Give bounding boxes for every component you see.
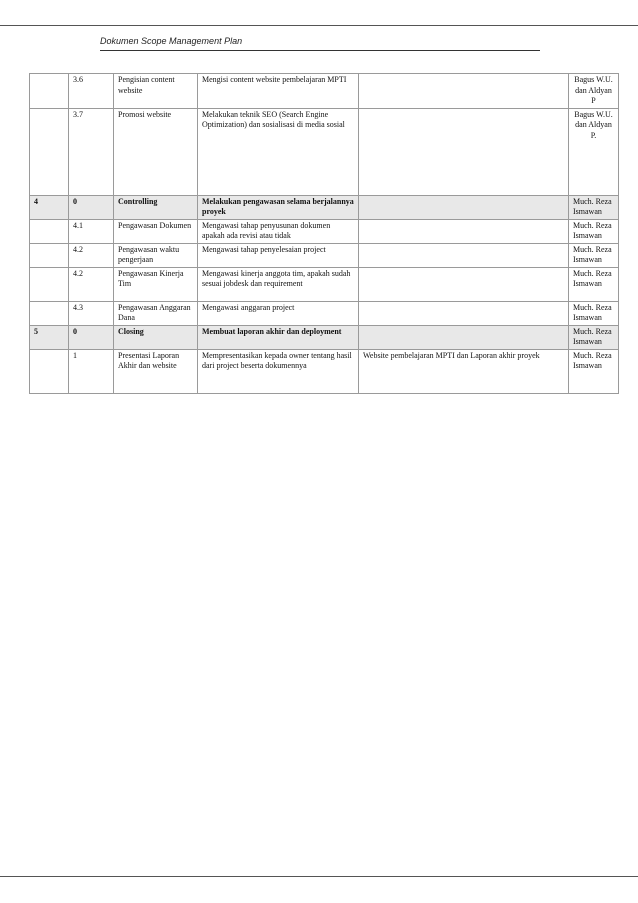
table-row bbox=[30, 108, 619, 195]
cell-pic: Much. Reza Ismawan bbox=[569, 301, 619, 325]
cell-desc: Mengisi content website pembelajaran MPTI bbox=[198, 74, 359, 109]
cell-name: Presentasi Laporan Akhir dan website bbox=[114, 349, 198, 393]
cell-deliverable: Website pembelajaran MPTI dan Laporan akhir proyek bbox=[359, 349, 569, 393]
table-row bbox=[30, 267, 619, 301]
cell-deliverable bbox=[359, 74, 569, 109]
cell-name: Closing bbox=[114, 325, 198, 349]
table-row-phase bbox=[30, 325, 619, 349]
table-row bbox=[30, 301, 619, 325]
cell-desc: Mengawasi tahap penyusunan dokumen apakah ada revisi atau tidak bbox=[198, 219, 359, 243]
cell-deliverable bbox=[359, 325, 569, 349]
cell-no bbox=[30, 267, 69, 301]
cell-deliverable bbox=[359, 267, 569, 301]
cell-no bbox=[30, 219, 69, 243]
cell-desc: Mengawasi anggaran project bbox=[198, 301, 359, 325]
cell-deliverable bbox=[359, 108, 569, 195]
table-row bbox=[30, 74, 619, 109]
scope-table bbox=[29, 73, 619, 394]
cell-id: 0 bbox=[69, 325, 114, 349]
cell-pic: Much. Reza Ismawan bbox=[569, 219, 619, 243]
cell-pic: Much. Reza Ismawan bbox=[569, 243, 619, 267]
cell-id: 4.2 bbox=[69, 243, 114, 267]
cell-pic: Much. Reza Ismawan bbox=[569, 195, 619, 219]
cell-pic: Much. Reza Ismawan bbox=[569, 349, 619, 393]
table-row bbox=[30, 349, 619, 393]
cell-desc: Mempresentasikan kepada owner tentang hasil dari project beserta dokumennya bbox=[198, 349, 359, 393]
cell-deliverable bbox=[359, 219, 569, 243]
cell-desc: Melakukan teknik SEO (Search Engine Optimization) dan sosialisasi di media sosial bbox=[198, 108, 359, 195]
cell-id: 0 bbox=[69, 195, 114, 219]
table-row bbox=[30, 243, 619, 267]
table-row bbox=[30, 219, 619, 243]
cell-id: 3.6 bbox=[69, 74, 114, 109]
cell-id: 3.7 bbox=[69, 108, 114, 195]
cell-desc: Melakukan pengawasan selama berjalannya proyek bbox=[198, 195, 359, 219]
cell-pic: Bagus W.U. dan Aldyan P bbox=[569, 74, 619, 109]
bottom-rule bbox=[0, 876, 638, 877]
cell-no bbox=[30, 301, 69, 325]
table-row-phase bbox=[30, 195, 619, 219]
cell-id: 4.3 bbox=[69, 301, 114, 325]
cell-no: 4 bbox=[30, 195, 69, 219]
cell-pic: Much. Reza Ismawan bbox=[569, 267, 619, 301]
cell-no bbox=[30, 243, 69, 267]
cell-desc: Membuat laporan akhir dan deployment bbox=[198, 325, 359, 349]
cell-no: 5 bbox=[30, 325, 69, 349]
cell-name: Pengawasan Anggaran Dana bbox=[114, 301, 198, 325]
cell-deliverable bbox=[359, 301, 569, 325]
cell-id: 1 bbox=[69, 349, 114, 393]
cell-name: Promosi website bbox=[114, 108, 198, 195]
cell-pic: Bagus W.U. dan Aldyan P. bbox=[569, 108, 619, 195]
cell-desc: Mengawasi tahap penyelesaian project bbox=[198, 243, 359, 267]
cell-deliverable bbox=[359, 243, 569, 267]
cell-pic: Much. Reza Ismawan bbox=[569, 325, 619, 349]
cell-id: 4.2 bbox=[69, 267, 114, 301]
top-rule bbox=[0, 25, 638, 26]
cell-name: Controlling bbox=[114, 195, 198, 219]
cell-name: Pengawasan Dokumen bbox=[114, 219, 198, 243]
cell-name: Pengawasan Kinerja Tim bbox=[114, 267, 198, 301]
cell-no bbox=[30, 74, 69, 109]
cell-deliverable bbox=[359, 195, 569, 219]
cell-name: Pengawasan waktu pengerjaan bbox=[114, 243, 198, 267]
cell-no bbox=[30, 108, 69, 195]
cell-desc: Mengawasi kinerja anggota tim, apakah sudah sesuai jobdesk dan requirement bbox=[198, 267, 359, 301]
cell-id: 4.1 bbox=[69, 219, 114, 243]
cell-no bbox=[30, 349, 69, 393]
document-header-title: Dokumen Scope Management Plan bbox=[100, 36, 540, 51]
cell-name: Pengisian content website bbox=[114, 74, 198, 109]
